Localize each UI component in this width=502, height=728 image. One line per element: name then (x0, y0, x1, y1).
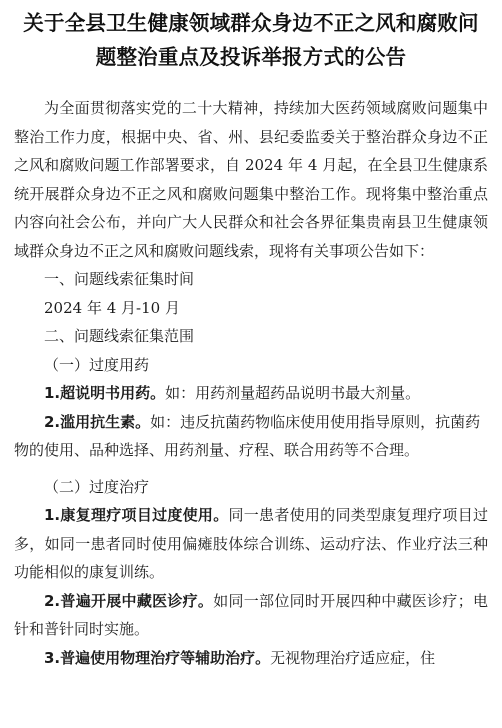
list-item-title: 3.普遍使用物理治疗等辅助治疗。 (44, 648, 271, 667)
list-item-text: 同一患者使用的同类型康复理疗项目过多，如同一患者同时使用偏瘫肢体综合训练、运动疗法、作业疗法三种功能相似的康复训练。 (14, 506, 488, 581)
list-item-text: 如：违反抗菌药物临床使用使用指导原则，抗菌药物的使用、品种选择、用药剂量、疗程、联合用药等不合理。 (14, 412, 481, 459)
section-heading-collection-scope: 二、问题线索征集范围 (44, 327, 195, 345)
list-item-title: 2.普遍开展中藏医诊疗。 (44, 591, 214, 610)
list-item-title: 1.康复理疗项目过度使用。 (44, 506, 229, 524)
collection-time-value: 2024 年 4 月-10 月 (44, 298, 180, 317)
list-item (14, 644, 488, 673)
title-line-1: 关于全县卫生健康领域群众身边不正之风和腐败问 (23, 11, 479, 35)
document-title (14, 0, 488, 74)
list-item (14, 501, 488, 587)
list-item-text: 无视物理治疗适应症，住 (270, 648, 436, 667)
list-item-text: 如同一部位同时开展四种中藏医诊疗；电针和普针同时实施。 (14, 591, 488, 638)
document-body (14, 94, 488, 672)
subheading-overmedication: （一）过度用药 (44, 355, 150, 374)
title-line-2: 题整治重点及投诉举报方式的公告 (95, 45, 407, 69)
list-item-text: 如：用药剂量超药品说明书最大剂量。 (165, 384, 421, 402)
list-item-title: 1.超说明书用药。 (44, 384, 166, 402)
section-heading-collection-time: 一、问题线索征集时间 (44, 270, 195, 288)
subheading-overtreatment: （二）过度治疗 (44, 477, 150, 496)
list-item (14, 587, 488, 644)
list-item-title: 2.滥用抗生素。 (44, 412, 151, 431)
intro-paragraph: 为全面贯彻落实党的二十大精神，持续加大医药领域腐败问题集中整治工作力度，根据中央、省、州、县纪委监委关于整治群众身边不正之风和腐败问题工作部署要求，自 2024 年 4 月起，在全县卫生健康系统开展群众身边不正之风和腐败问题集中整治工作。现将集中整治重点内容向社会公布，并向广大人民群众和社会各界征集贵南县卫生健康领域群众身边不正之风和腐败问题线索，现将有关事项公告如下： (14, 99, 488, 260)
list-item (14, 379, 488, 408)
list-item (14, 408, 488, 465)
